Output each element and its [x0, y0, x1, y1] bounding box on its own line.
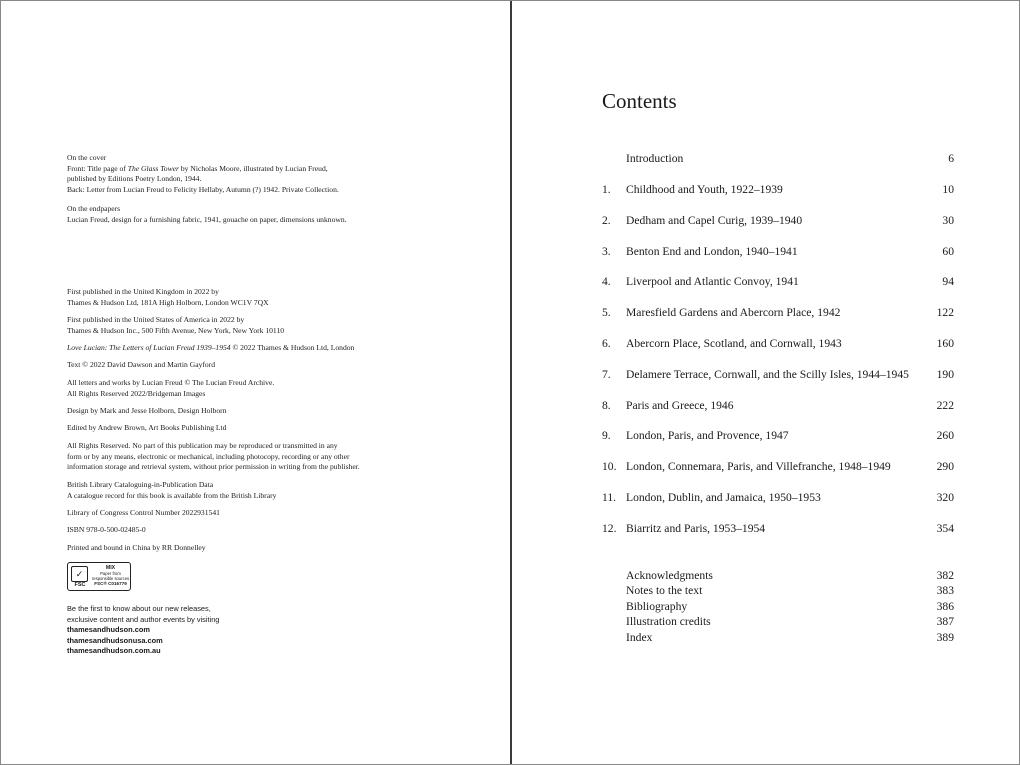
toc-title: Paris and Greece, 1946: [626, 398, 734, 412]
toc-page-number: 10: [942, 183, 954, 196]
toc-chapter-row: [602, 214, 956, 230]
toc-chapter-number: 12.: [602, 521, 617, 535]
isbn: [67, 525, 146, 536]
toc-title: London, Connemara, Paris, and Villefranche, 1948–1949: [626, 460, 891, 474]
toc-chapter-number: 10.: [602, 460, 617, 474]
cip-data-line1: British Library Cataloguing-in-Publication Data: [67, 480, 214, 489]
endpapers-text: Lucian Freud, design for a furnishing fabric, 1941, gouache on paper, dimensions unknown.: [67, 214, 347, 224]
editor-credit-line: Edited by Andrew Brown, Art Books Publishing Ltd: [67, 423, 227, 432]
fsc-label: [91, 566, 130, 586]
toc-title: Acknowledgments: [626, 569, 713, 582]
toc-page-number: 160: [936, 337, 954, 350]
toc-chapter-row: [602, 368, 956, 384]
toc-chapter-number: 4.: [602, 275, 611, 289]
toc-page-number: 30: [942, 213, 954, 227]
cover-front-credit: Front: Title page of The Glass Tower by Nicholas Moore, illustrated by Lucian Freud,: [67, 163, 328, 173]
book-copyright: [67, 343, 354, 354]
cover-front-title: The Glass Tower: [127, 163, 179, 173]
copyright-page: [1, 1, 510, 764]
rights-notice-line2: form or by any means, electronic or mechanical, including photocopy, recording or any other: [67, 451, 350, 461]
toc-title: Illustration credits: [626, 615, 711, 629]
promo-site-uk: thamesandhudson.com: [67, 625, 150, 635]
us-publication: [67, 315, 284, 336]
us-publication-line1: First published in the United States of America in 2022 by: [67, 315, 245, 324]
toc-title: Biarritz and Paris, 1953–1954: [626, 521, 766, 535]
toc-page-number: 190: [936, 367, 954, 381]
toc-title: Notes to the text: [626, 584, 703, 598]
uk-publication-line1: First published in the United Kingdom in 2022 by: [67, 287, 219, 296]
endpaper-credits: [67, 204, 347, 225]
toc-chapter-row: [602, 522, 956, 538]
toc-chapter-number: 3.: [602, 244, 611, 258]
toc-chapter-number: 9.: [602, 429, 611, 443]
cover-front-credit-line2: published by Editions Poetry London, 1944.: [67, 174, 202, 184]
fsc-line1: Paper from: [100, 571, 121, 576]
toc-page-number: 386: [936, 599, 954, 613]
toc-title: Delamere Terrace, Cornwall, and the Scilly Isles, 1944–1945: [626, 367, 909, 381]
toc-chapter-number: 5.: [602, 306, 611, 320]
promo-site-au: thamesandhudson.com.au: [67, 646, 161, 656]
fsc-logo: [67, 562, 131, 591]
toc-title: Bibliography: [626, 599, 688, 613]
toc-chapter-row: [602, 460, 956, 476]
text-copyright-line: Text © 2022 David Dawson and Martin Gayford: [67, 360, 216, 369]
toc-page-number: 60: [942, 244, 954, 258]
toc-chapter-number: 6.: [602, 337, 611, 350]
uk-publication-line2: Thames & Hudson Ltd, 181A High Holborn, London WC1V 7QX: [67, 297, 269, 307]
printer-credit: [67, 543, 206, 554]
toc-chapter-row: [602, 337, 956, 353]
tree-check-icon: ✓: [71, 566, 88, 582]
fsc-line2: responsible sources: [91, 576, 130, 581]
toc-back-matter-row: [602, 569, 956, 585]
toc-back-matter-row: [602, 631, 956, 647]
toc-title: Dedham and Capel Curig, 1939–1940: [626, 213, 803, 227]
uk-publication: [67, 287, 269, 308]
toc-title: London, Dublin, and Jamaica, 1950–1953: [626, 491, 821, 504]
promo-site-us: thamesandhudsonusa.com: [67, 635, 163, 645]
toc-chapter-row: [602, 275, 956, 291]
toc-chapter-row: [602, 429, 956, 445]
toc-title: London, Paris, and Provence, 1947: [626, 429, 789, 443]
toc-title: Benton End and London, 1940–1941: [626, 244, 798, 258]
toc-chapter-number: 11.: [602, 491, 617, 504]
toc-back-matter-row: [602, 615, 956, 631]
letters-copyright-line2: All Rights Reserved 2022/Bridgeman Images: [67, 388, 206, 398]
promo-line2: exclusive content and author events by visiting: [67, 614, 220, 624]
toc-chapter-row: [602, 245, 956, 261]
toc-page-number: 383: [936, 584, 954, 598]
letters-copyright: [67, 378, 274, 399]
rights-notice-line3: information storage and retrieval system, without prior permission in writing from the publisher.: [67, 462, 360, 472]
toc-title: Liverpool and Atlantic Convoy, 1941: [626, 275, 799, 289]
us-publication-line2: Thames & Hudson Inc., 500 Fifth Avenue, New York, New York 10110: [67, 325, 285, 335]
editor-credit: [67, 423, 226, 434]
cover-credits: [67, 153, 339, 195]
letters-copyright-line1: All letters and works by Lucian Freud © The Lucian Freud Archive.: [67, 378, 275, 387]
design-credit-line: Design by Mark and Jesse Holborn, Design Holborn: [67, 406, 227, 415]
book-title: Love Lucian: The Letters of Lucian Freud 1939–1954: [67, 343, 231, 352]
fsc-mix: MIX: [105, 565, 116, 571]
loc-number: [67, 508, 220, 519]
promo-line1: Be the first to know about our new releases,: [67, 604, 211, 613]
promo-block: [67, 604, 219, 657]
toc-chapter-row: [602, 306, 956, 322]
toc-title: Introduction: [626, 152, 684, 165]
toc-back-matter-row: [602, 600, 956, 616]
fsc-brand: FSC: [74, 582, 86, 588]
toc-chapter-number: 8.: [602, 398, 611, 412]
toc-back-matter-row: [602, 584, 956, 600]
contents-page: [512, 1, 1020, 764]
toc-title: Abercorn Place, Scotland, and Cornwall, 1943: [626, 337, 842, 350]
toc-chapter-number: 1.: [602, 183, 611, 196]
toc-title: Maresfield Gardens and Abercorn Place, 1942: [626, 306, 841, 320]
toc-title: Childhood and Youth, 1922–1939: [626, 183, 783, 196]
printer-credit-line: Printed and bound in China by RR Donnelley: [67, 543, 206, 552]
toc-chapter-number: 2.: [602, 213, 611, 227]
design-credit: [67, 406, 226, 417]
loc-number-line: Library of Congress Control Number 2022931541: [67, 508, 220, 517]
cover-back-credit: Back: Letter from Lucian Freud to Felicity Hellaby, Autumn (?) 1942. Private Collection.: [67, 184, 339, 194]
toc-page-number: 122: [936, 306, 954, 320]
toc-page-number: 260: [936, 429, 954, 443]
cip-data-line2: A catalogue record for this book is available from the British Library: [67, 490, 277, 500]
toc-row-introduction: [602, 152, 956, 168]
fsc-code: FSC® C016779: [94, 581, 127, 586]
cover-heading: On the cover: [67, 153, 107, 162]
toc-page-number: 382: [936, 569, 954, 582]
endpapers-heading: On the endpapers: [67, 204, 121, 213]
rights-notice-line1: All Rights Reserved. No part of this publication may be reproduced or transmitted in any: [67, 441, 338, 450]
toc-chapter-row: [602, 399, 956, 415]
toc-page-number: 222: [936, 398, 954, 412]
toc-chapter-number: 7.: [602, 367, 611, 381]
text-copyright: [67, 360, 215, 371]
rights-notice: [67, 441, 360, 473]
page-title: Contents: [602, 89, 677, 113]
toc-chapter-row: [602, 491, 956, 507]
toc-page-number: 387: [936, 615, 954, 629]
cip-data: [67, 480, 276, 501]
isbn-line: ISBN 978-0-500-02485-0: [67, 525, 146, 534]
toc-page-number: 389: [936, 630, 954, 644]
toc-page-number: 94: [942, 275, 954, 289]
toc-page-number: 290: [936, 460, 954, 474]
toc-page-number: 354: [936, 521, 954, 535]
toc-title: Index: [626, 630, 653, 644]
toc-page-number: 6: [948, 152, 954, 165]
toc-page-number: 320: [936, 491, 954, 504]
book-copyright-text: © 2022 Thames & Hudson Ltd, London: [230, 343, 355, 352]
toc-chapter-row: [602, 183, 956, 199]
